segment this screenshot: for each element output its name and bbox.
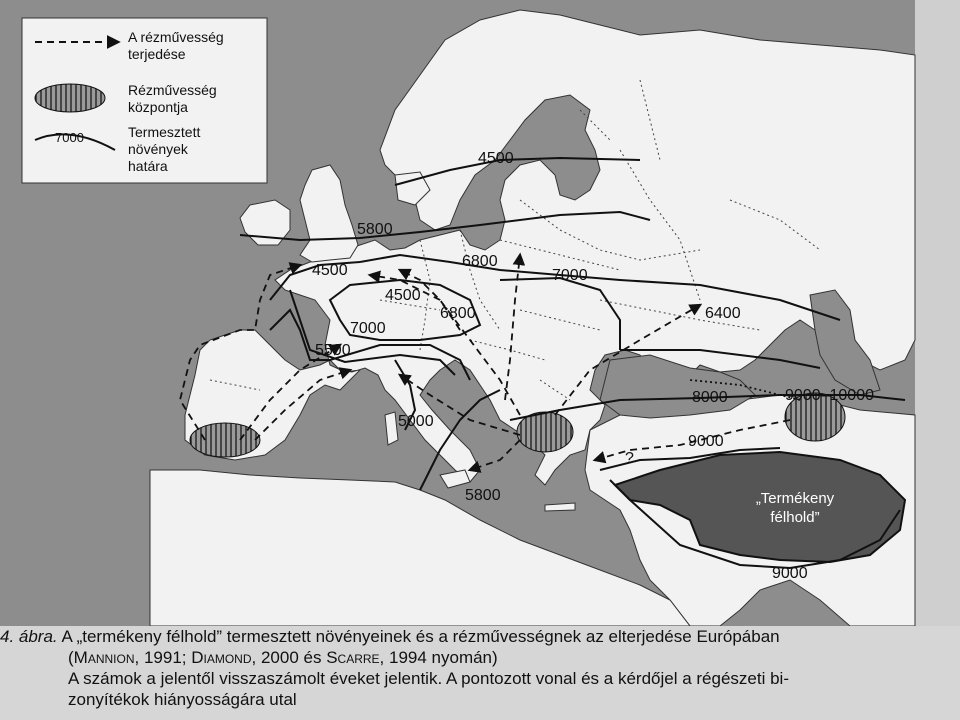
legend-crop-label-3: határa — [128, 158, 168, 174]
caption-title-2a: ( — [68, 648, 74, 667]
caption-line-4: zonyítékok hiányosságára utal — [68, 690, 297, 709]
label-9000-10000: 9000–10000 — [785, 387, 874, 404]
label-4500-north: 4500 — [478, 150, 514, 167]
caption-title-1: A „termékeny félhold” termesztett növényeinek és a rézművességnek az elterjedése Európában — [61, 627, 780, 646]
figure-caption — [0, 626, 950, 710]
legend-crop-sample: 7000 — [55, 130, 84, 145]
author-scarre: Scarre — [326, 648, 380, 667]
copper-centre-balkans — [517, 412, 573, 452]
figure-number: 4. ábra. — [0, 627, 58, 646]
legend-crop-label-1: Termesztett — [128, 124, 201, 140]
label-5800-south: 5800 — [465, 487, 501, 504]
legend — [22, 18, 267, 183]
caption-line-2 — [0, 647, 950, 668]
caption-line-1 — [0, 626, 950, 647]
author-diamond: Diamond — [191, 648, 252, 667]
legend-center-label-2: központja — [128, 99, 188, 115]
label-6800-b: 6800 — [440, 305, 476, 322]
author-mannion: Mannion — [73, 648, 135, 667]
legend-center-label-1: Rézművesség — [128, 82, 217, 98]
legend-spread-label-2: terjedése — [128, 46, 186, 62]
caption-title-2c: , 2000 és — [251, 648, 327, 667]
label-9000-a: 9000 — [688, 433, 724, 450]
label-5000: 5000 — [398, 413, 434, 430]
caption-title-2b: , 1991; — [134, 648, 192, 667]
question-mark: ? — [625, 450, 634, 467]
crete — [545, 503, 575, 511]
label-6800-a: 6800 — [462, 253, 498, 270]
caption-line-3: A számok a jelentől visszaszámolt éveket jelentik. A pontozott vonal és a kérdőjel a régészeti bi- — [68, 669, 789, 688]
crescent-label-1: „Termékeny — [755, 490, 835, 507]
label-6400: 6400 — [705, 305, 741, 322]
label-7000-a: 7000 — [552, 267, 588, 284]
legend-crop-label-2: növények — [128, 141, 188, 157]
label-7000-b: 7000 — [350, 320, 386, 337]
label-8000: 8000 — [692, 389, 728, 406]
right-margin — [915, 0, 960, 626]
legend-spread-label-1: A rézművesség — [128, 29, 224, 45]
label-5800-north: 5800 — [357, 221, 393, 238]
crescent-label-2: félhold” — [770, 509, 820, 526]
label-9000-b: 9000 — [772, 565, 808, 582]
label-4500-mid: 4500 — [385, 287, 421, 304]
legend-center-swatch — [35, 84, 105, 112]
caption-title-2d: , 1994 nyomán) — [379, 648, 498, 667]
label-5500: 5500 — [315, 342, 351, 359]
label-4500-west: 4500 — [312, 262, 348, 279]
